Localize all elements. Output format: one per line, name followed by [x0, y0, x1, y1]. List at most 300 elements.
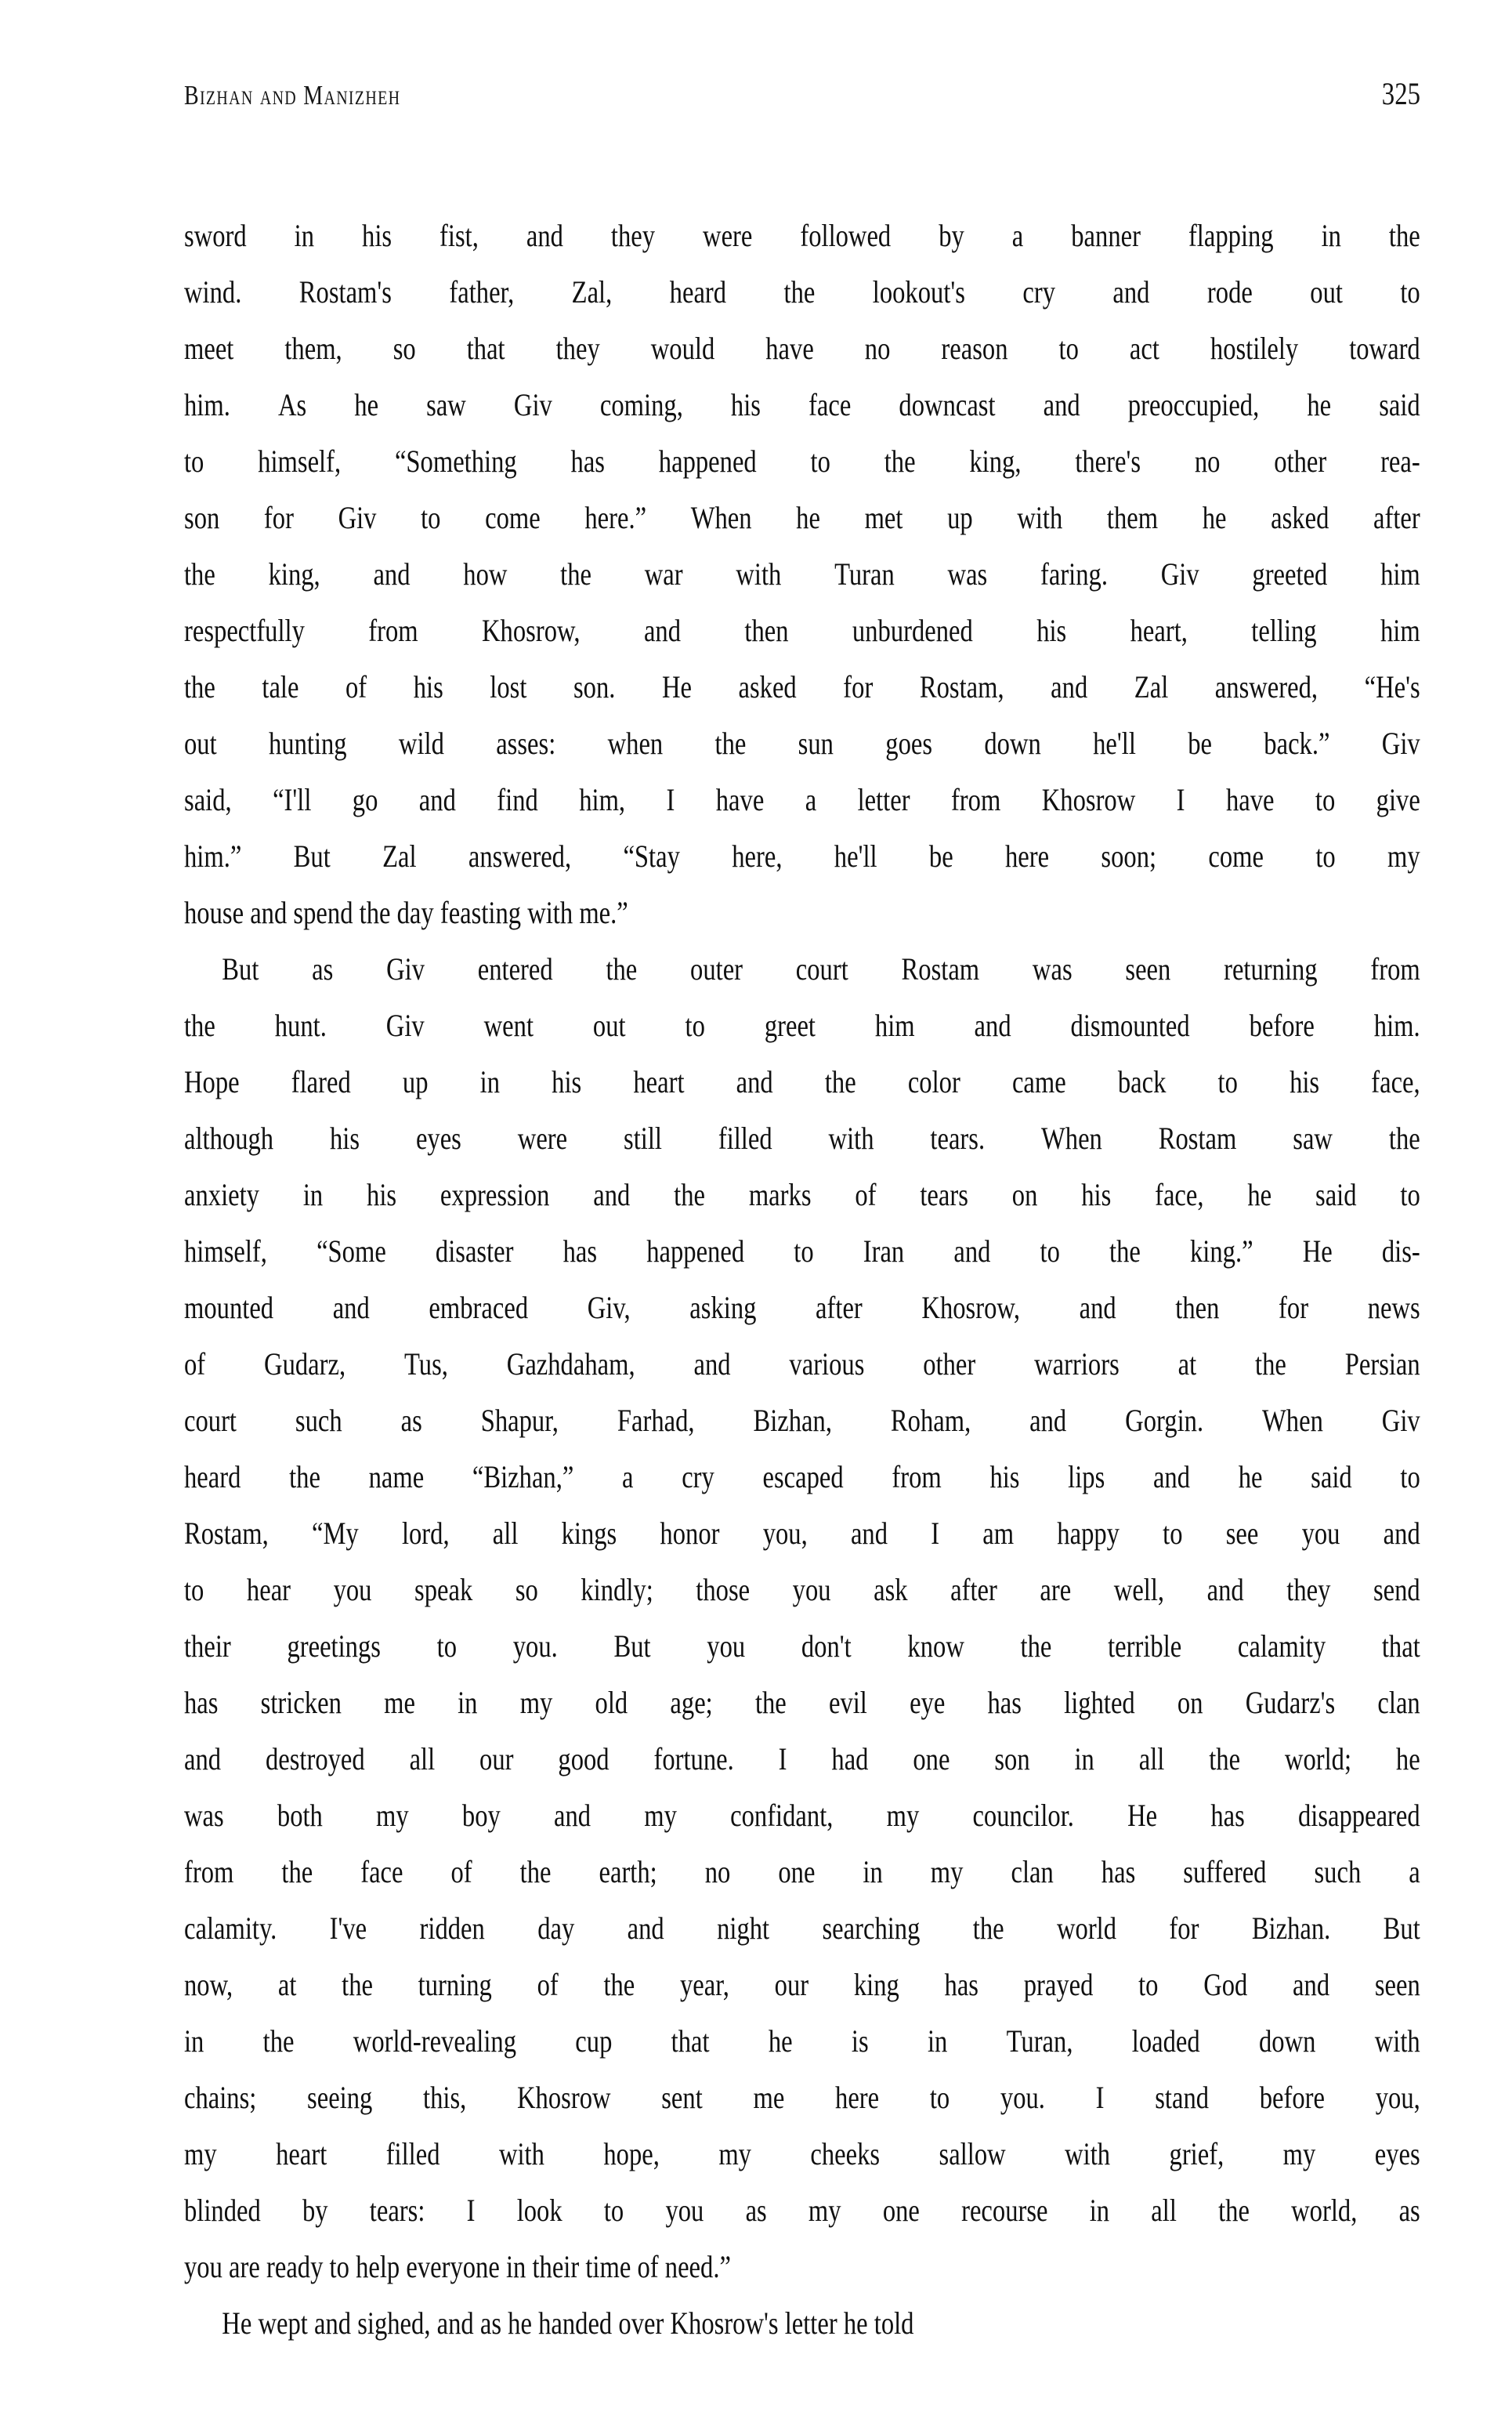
word: eye — [910, 1685, 946, 1720]
word: world; — [1284, 1741, 1352, 1777]
word: don't — [801, 1628, 852, 1664]
word: my — [519, 1685, 553, 1720]
word: terrible — [1108, 1628, 1182, 1664]
word: here — [835, 2080, 880, 2115]
word: for — [263, 500, 294, 535]
word: this, — [423, 2080, 467, 2115]
word: asked — [1271, 500, 1329, 535]
word: king, — [969, 444, 1022, 479]
word: war — [644, 556, 683, 592]
word: be — [1188, 726, 1212, 761]
word: him. — [184, 387, 230, 422]
word: the — [603, 1967, 635, 2002]
word: to — [1163, 1516, 1183, 1551]
word: a — [1011, 218, 1024, 253]
word: Persian — [1344, 1346, 1420, 1382]
word: eyes — [415, 1121, 461, 1156]
word: anxiety — [184, 1177, 259, 1212]
paragraph — [184, 941, 1420, 2295]
word: various — [789, 1346, 865, 1382]
word: Giv — [513, 387, 552, 422]
word: you. — [1000, 2080, 1045, 2115]
word: “I'll — [273, 782, 312, 817]
word: Giv, — [587, 1290, 631, 1325]
text-line — [184, 1505, 1420, 1562]
word: Rostam — [1158, 1121, 1237, 1156]
word: goes — [885, 726, 933, 761]
word: be — [928, 838, 953, 874]
text-line — [184, 715, 1420, 772]
word: Farhad, — [617, 1403, 695, 1438]
word: loaded — [1131, 2023, 1200, 2059]
word: the — [184, 1008, 215, 1043]
word: letter — [857, 782, 910, 817]
word: the — [754, 1685, 787, 1720]
word: from — [368, 613, 418, 648]
word: asking — [689, 1290, 757, 1325]
word: give — [1376, 782, 1420, 817]
word: the — [783, 274, 816, 310]
word: they — [555, 331, 600, 366]
word: and — [1293, 1967, 1330, 2002]
word: son — [184, 500, 220, 535]
word: to — [436, 1628, 458, 1664]
word: to — [1400, 274, 1420, 310]
word: in — [1089, 2193, 1110, 2228]
word: have — [765, 331, 814, 366]
word: earth; — [599, 1854, 657, 1889]
word: then — [744, 613, 789, 648]
word: and — [593, 1177, 631, 1212]
word: the — [342, 1967, 373, 2002]
word: expression — [439, 1177, 550, 1212]
word: happened — [658, 444, 757, 479]
word: “He's — [1364, 669, 1420, 704]
word: lord, — [401, 1516, 450, 1551]
word: so — [392, 331, 416, 366]
word: he — [1307, 387, 1332, 422]
word: have — [1225, 782, 1275, 817]
word: would — [650, 331, 715, 366]
word: you — [707, 1628, 746, 1664]
word: and — [693, 1346, 731, 1382]
word: of — [537, 1967, 559, 2002]
word: said — [1379, 387, 1420, 422]
word: honor — [660, 1516, 720, 1551]
word: But — [293, 838, 331, 874]
word: flapping — [1188, 218, 1274, 253]
word: Bizhan, — [753, 1403, 832, 1438]
word: in — [1074, 1741, 1094, 1777]
word: confidant, — [730, 1798, 834, 1833]
word: lips — [1068, 1459, 1105, 1494]
word: tears. — [930, 1121, 986, 1156]
word: ridden — [419, 1911, 485, 1946]
word: for — [1279, 1290, 1309, 1325]
word: color — [907, 1064, 960, 1099]
word: fist, — [439, 218, 479, 253]
word: before — [1249, 1008, 1315, 1043]
word: them — [1106, 500, 1159, 535]
word: blinded — [184, 2193, 261, 2228]
word: kindly; — [581, 1572, 653, 1607]
word: were — [703, 218, 753, 253]
word: of — [345, 669, 367, 704]
word: went — [483, 1008, 534, 1043]
word: has — [944, 1967, 978, 2002]
word: I — [1095, 2080, 1105, 2115]
word: embraced — [429, 1290, 529, 1325]
word: Khosrow, — [482, 613, 581, 648]
word: entered — [477, 951, 553, 987]
word: followed — [800, 218, 892, 253]
word: searching — [822, 1911, 921, 1946]
word: heard — [669, 274, 727, 310]
word: you — [1301, 1516, 1340, 1551]
word: my — [930, 1854, 964, 1889]
word: one — [913, 1741, 950, 1777]
word: saw — [1293, 1121, 1333, 1156]
page-number: 325 — [1381, 76, 1420, 111]
word: Giv — [386, 951, 425, 987]
word: Rostam — [901, 951, 980, 987]
word: heart, — [1130, 613, 1188, 648]
word: Gazhdaham, — [506, 1346, 635, 1382]
word: coming, — [599, 387, 683, 422]
text-line — [184, 828, 1420, 885]
word: him.” — [184, 838, 242, 874]
word: God — [1203, 1967, 1248, 2002]
text-line — [184, 1054, 1420, 1110]
word: by — [302, 2193, 328, 2228]
word: the — [1388, 218, 1420, 253]
word: Gudarz's — [1245, 1685, 1336, 1720]
word: their — [184, 1628, 231, 1664]
word: turning — [418, 1967, 492, 2002]
word: sun — [798, 726, 834, 761]
word: them, — [284, 331, 342, 366]
word: have — [715, 782, 765, 817]
word: send — [1373, 1572, 1420, 1607]
word: of — [184, 1346, 206, 1382]
word: hear — [246, 1572, 291, 1607]
word: on — [1177, 1685, 1203, 1720]
word: at — [1177, 1346, 1197, 1382]
word: year, — [679, 1967, 729, 2002]
word: here.” — [584, 500, 647, 535]
word: to — [1040, 1233, 1060, 1269]
word: and — [1051, 669, 1088, 704]
word: asses: — [496, 726, 556, 761]
word: lighted — [1064, 1685, 1135, 1720]
word: “Stay — [623, 838, 680, 874]
word: Khosrow — [517, 2080, 611, 2115]
word: Rostam, — [184, 1516, 269, 1551]
text-line — [184, 1167, 1420, 1223]
word: all — [409, 1741, 436, 1777]
word: down — [1258, 2023, 1316, 2059]
word: in — [863, 1854, 883, 1889]
word: he'll — [1093, 726, 1136, 761]
word: his — [989, 1459, 1020, 1494]
word: with — [828, 1121, 874, 1156]
word: our — [479, 1741, 514, 1777]
word: see — [1225, 1516, 1259, 1551]
word: a — [1409, 1854, 1420, 1889]
word: calamity — [1237, 1628, 1326, 1664]
word: you, — [762, 1516, 808, 1551]
word: my — [1387, 838, 1420, 874]
word: him — [874, 1008, 915, 1043]
word: his — [1081, 1177, 1112, 1212]
word: I — [931, 1516, 940, 1551]
word: from — [892, 1459, 942, 1494]
word: the — [884, 444, 916, 479]
word: the — [184, 669, 215, 704]
word: hunt. — [274, 1008, 327, 1043]
word: for — [1169, 1911, 1199, 1946]
word: no — [704, 1854, 731, 1889]
word: was — [1032, 951, 1073, 987]
word: after — [950, 1572, 997, 1607]
word: unburdened — [852, 613, 973, 648]
word: come — [1208, 838, 1264, 874]
word: Zal — [382, 838, 417, 874]
word: here, — [732, 838, 783, 874]
text-line — [184, 1675, 1420, 1731]
word: to — [929, 2080, 950, 2115]
word: a — [622, 1459, 634, 1494]
word: happy — [1057, 1516, 1120, 1551]
word: and — [627, 1911, 664, 1946]
word: the — [184, 556, 215, 592]
word: now, — [184, 1967, 233, 2002]
word: him, — [579, 782, 626, 817]
word: councilor. — [972, 1798, 1074, 1833]
word: met — [864, 500, 903, 535]
word: on — [1011, 1177, 1038, 1212]
word: Tus, — [403, 1346, 448, 1382]
word: Zal, — [571, 274, 613, 310]
word: all — [492, 1516, 519, 1551]
paragraph — [184, 2295, 1420, 2352]
word: “Some — [317, 1233, 386, 1269]
word: has — [1210, 1798, 1245, 1833]
word: the — [824, 1064, 856, 1099]
word: and — [850, 1516, 888, 1551]
word: am — [982, 1516, 1015, 1551]
word: greetings — [287, 1628, 381, 1664]
word: was — [184, 1798, 224, 1833]
word: answered, — [468, 838, 572, 874]
text-line — [184, 1618, 1420, 1675]
word: disaster — [435, 1233, 514, 1269]
word: the — [519, 1854, 552, 1889]
word: sallow — [939, 2136, 1006, 2171]
word: as — [745, 2193, 767, 2228]
word: come — [485, 500, 541, 535]
word: court — [184, 1403, 237, 1438]
word: to — [1315, 782, 1336, 817]
word: himself, — [184, 1233, 267, 1269]
word: and — [418, 782, 456, 817]
word: Gorgin. — [1125, 1403, 1204, 1438]
text-line: house and spend the day feasting with me.” — [184, 895, 628, 930]
word: one — [778, 1854, 816, 1889]
word: at — [277, 1967, 297, 2002]
word: to — [421, 500, 441, 535]
word: calamity. — [184, 1911, 277, 1946]
word: As — [277, 387, 307, 422]
word: he — [768, 2023, 793, 2059]
word: face, — [1371, 1064, 1420, 1099]
text-line — [184, 772, 1420, 828]
word: day — [537, 1911, 575, 1946]
word: meet — [184, 331, 234, 366]
word: toward — [1349, 331, 1420, 366]
word: act — [1129, 331, 1159, 366]
word: clan — [1011, 1854, 1054, 1889]
word: “Something — [394, 444, 517, 479]
text-line — [184, 1957, 1420, 2013]
text-line — [184, 1900, 1420, 1957]
text-line — [184, 1449, 1420, 1505]
word: in — [294, 218, 315, 253]
word: hostilely — [1210, 331, 1299, 366]
word: son — [994, 1741, 1030, 1777]
text-line — [184, 1280, 1420, 1336]
word: and — [1152, 1459, 1191, 1494]
word: is — [851, 2023, 869, 2059]
word: to — [810, 444, 830, 479]
text-line — [184, 2013, 1420, 2070]
word: When — [690, 500, 752, 535]
word: kings — [561, 1516, 617, 1551]
word: he — [1238, 1459, 1263, 1494]
word: up — [402, 1064, 429, 1099]
word: to — [184, 1572, 204, 1607]
word: were — [517, 1121, 568, 1156]
word: faring. — [1040, 556, 1108, 592]
word: soon; — [1101, 838, 1157, 874]
word: no — [864, 331, 891, 366]
text-line — [184, 1844, 1420, 1900]
word: face — [808, 387, 852, 422]
word: him — [1380, 556, 1420, 592]
word: the — [289, 1459, 320, 1494]
word: has — [1101, 1854, 1136, 1889]
word: cup — [575, 2023, 613, 2059]
word: father, — [449, 274, 515, 310]
word: king, — [268, 556, 320, 592]
word: saw — [426, 387, 466, 422]
word: his — [413, 669, 443, 704]
word: the — [972, 1911, 1004, 1946]
word: marks — [748, 1177, 812, 1212]
word: other — [923, 1346, 976, 1382]
word: heart — [276, 2136, 327, 2171]
word: world-revealing — [353, 2023, 517, 2059]
text-line — [184, 1336, 1420, 1393]
text-line — [184, 1393, 1420, 1449]
word: face — [360, 1854, 403, 1889]
word: you. — [512, 1628, 558, 1664]
word: respectfully — [184, 613, 305, 648]
word: hope, — [603, 2136, 660, 2171]
word: banner — [1071, 218, 1141, 253]
word: I — [666, 782, 675, 817]
paragraph — [184, 208, 1420, 941]
word: and — [332, 1290, 370, 1325]
word: But — [222, 951, 259, 987]
word: my — [1282, 2136, 1316, 2171]
word: and — [184, 1741, 222, 1777]
word: wind. — [184, 274, 242, 310]
word: But — [1383, 1911, 1420, 1946]
word: “Bizhan,” — [472, 1459, 574, 1494]
word: are — [1040, 1572, 1072, 1607]
text-line — [184, 546, 1420, 603]
text-line — [184, 1787, 1420, 1844]
word: tears: — [369, 2193, 425, 2228]
word: then — [1175, 1290, 1220, 1325]
word: one — [882, 2193, 920, 2228]
word: and — [736, 1064, 773, 1099]
word: he — [354, 387, 379, 422]
word: he — [1202, 500, 1227, 535]
word: When — [1041, 1121, 1102, 1156]
word: his — [1290, 1064, 1320, 1099]
word: of — [450, 1854, 472, 1889]
word: such — [1314, 1854, 1362, 1889]
word: himself, — [258, 444, 342, 479]
word: by — [939, 218, 964, 253]
word: know — [907, 1628, 964, 1664]
word: and — [1112, 274, 1150, 310]
word: with — [1065, 2136, 1111, 2171]
text-line: you are ready to help everyone in their time of need.” — [184, 2249, 731, 2284]
word: before — [1259, 2080, 1326, 2115]
word: hunting — [268, 726, 347, 761]
word: he — [1395, 1741, 1420, 1777]
word: how — [463, 556, 508, 592]
word: and — [643, 613, 682, 648]
word: “My — [311, 1516, 359, 1551]
word: chains; — [184, 2080, 257, 2115]
text-line — [184, 208, 1420, 264]
word: ask — [874, 1572, 908, 1607]
word: and — [1043, 387, 1080, 422]
word: to — [1400, 1459, 1420, 1494]
word: heard — [184, 1459, 241, 1494]
word: face, — [1155, 1177, 1204, 1212]
word: preoccupied, — [1127, 387, 1260, 422]
word: the — [560, 556, 592, 592]
word: flared — [291, 1064, 351, 1099]
word: tears — [920, 1177, 968, 1212]
word: all — [1138, 1741, 1165, 1777]
word: the — [262, 2023, 295, 2059]
word: from — [184, 1854, 234, 1889]
word: Rostam's — [298, 274, 392, 310]
word: filled — [385, 2136, 440, 2171]
word: Iran — [863, 1233, 905, 1269]
word: you — [333, 1572, 372, 1607]
word: cheeks — [810, 2136, 881, 2171]
word: world — [1056, 1911, 1117, 1946]
word: greeted — [1252, 556, 1328, 592]
word: speak — [414, 1572, 473, 1607]
